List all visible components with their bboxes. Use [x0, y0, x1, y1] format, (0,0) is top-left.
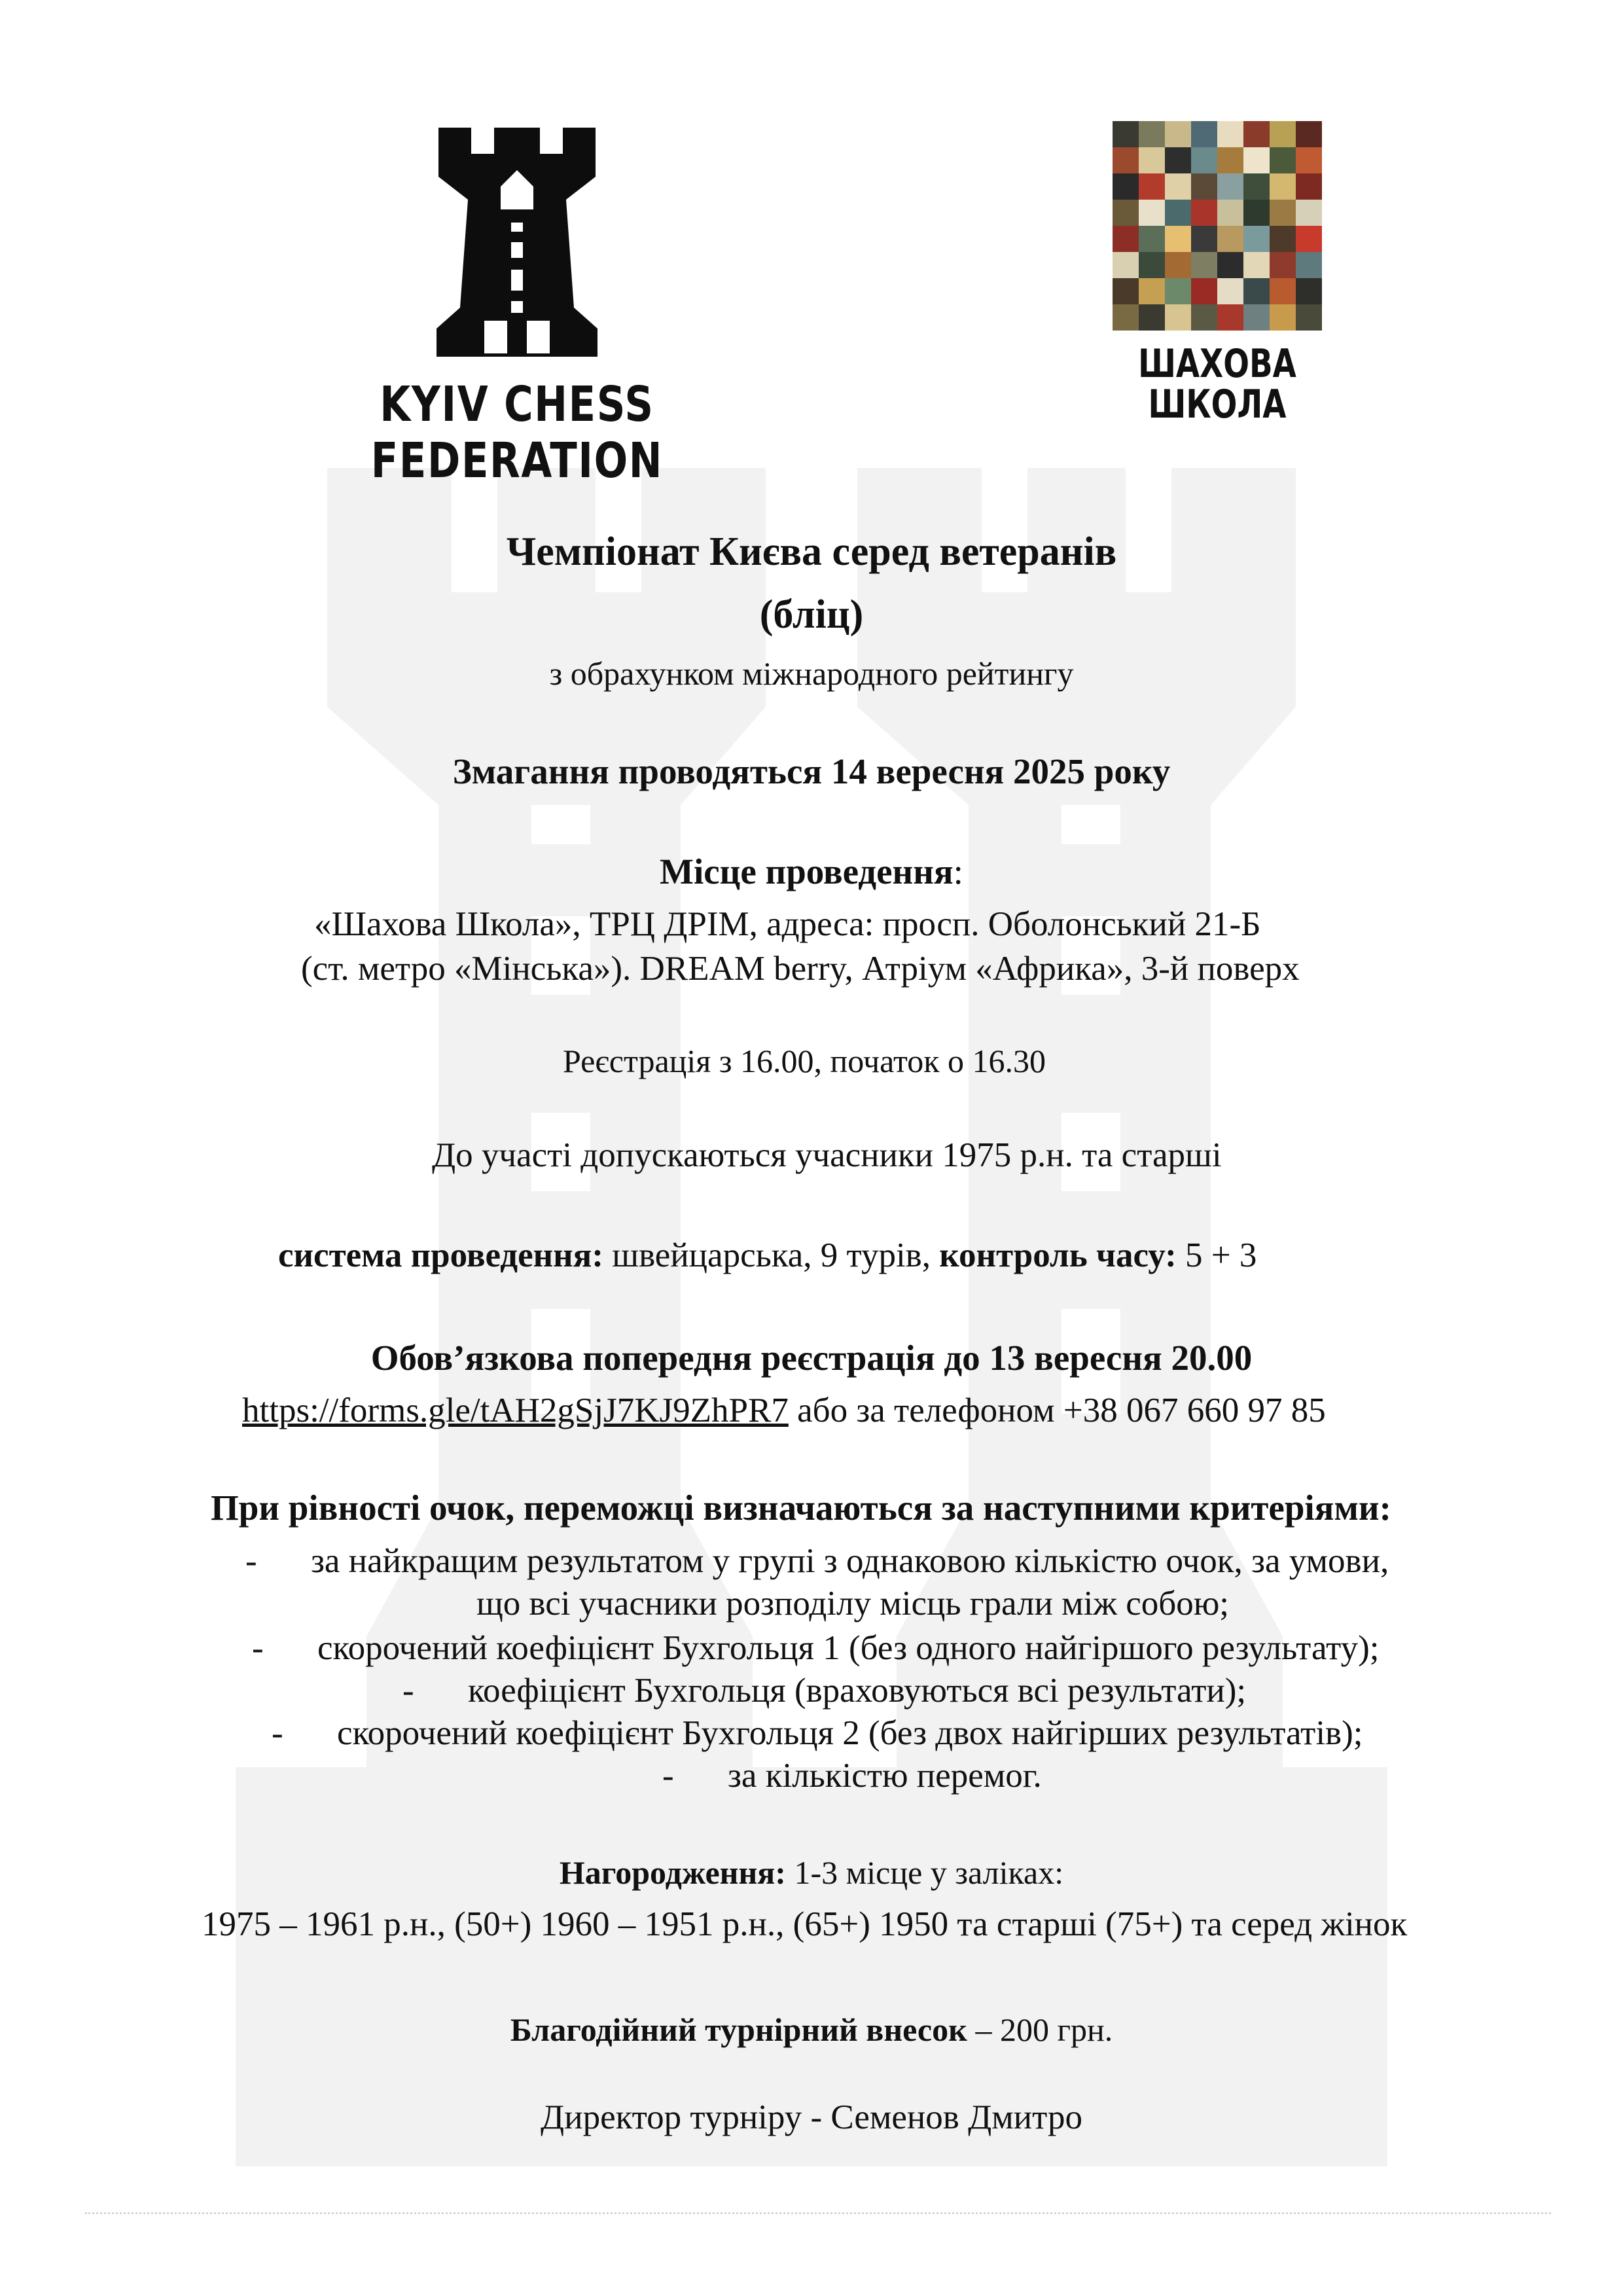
- venue-label: Місце проведення: [660, 852, 954, 891]
- tournament-system: [278, 1236, 1257, 1275]
- venue-colon: :: [953, 852, 963, 891]
- list-item: - за найкращим результатом у групі з однаковою кількістю очок, за умови,: [245, 1542, 1389, 1580]
- list-bullet: -: [245, 1542, 257, 1580]
- federation-name: KYIV CHESS FEDERATION: [370, 376, 664, 489]
- list-bullet: -: [272, 1714, 283, 1752]
- time-control-value: 5 + 3: [1176, 1236, 1257, 1274]
- title-line2: (бліц): [759, 592, 864, 637]
- list-item: - за кількістю перемог.: [662, 1757, 1042, 1795]
- list-bullet: -: [662, 1757, 674, 1795]
- eligibility: До участі допускаються учасники 1975 р.н. та старші: [432, 1136, 1222, 1174]
- venue-heading: [0, 851, 1623, 892]
- system-value: швейцарська, 9 турів,: [603, 1236, 940, 1274]
- list-item: - скорочений коефіцієнт Бухгольця 2 (без двох найгірших результатів);: [272, 1714, 1363, 1752]
- title-subtitle: з обрахунком міжнародного рейтингу: [549, 655, 1074, 692]
- list-item: - скорочений коефіцієнт Бухгольця 1 (без одного найгіршого результату);: [252, 1629, 1380, 1667]
- venue-line2: (ст. метро «Мінська»). DREAM berry, Атріум «Африка», 3-й поверх: [301, 950, 1300, 988]
- awards-label: Нагородження:: [559, 1854, 786, 1891]
- list-item: - коефіцієнт Бухгольця (враховуються всі результати);: [402, 1672, 1247, 1710]
- fee-value: – 200 грн.: [967, 2011, 1113, 2048]
- time-control-label: контроль часу:: [939, 1236, 1177, 1274]
- awards-heading: [0, 1854, 1623, 1892]
- title-line1: Чемпіонат Києва серед ветеранів: [506, 529, 1117, 574]
- prereg-contact: [242, 1391, 1326, 1430]
- registration-form-link[interactable]: https://forms.gle/tAH2gSjJ7KJ9ZhPR7: [242, 1391, 789, 1429]
- venue-line1: «Шахова Школа», ТРЦ ДРІМ, адреса: просп. Оболонський 21-Б: [314, 905, 1261, 943]
- prereg-heading: Обов’язкова попередня реєстрація до 13 вересня 20.00: [370, 1338, 1253, 1378]
- list-item-continuation: що всі учасники розподілу місць грали між собою;: [476, 1585, 1230, 1623]
- list-bullet: -: [252, 1629, 264, 1667]
- fee-label: Благодійний турнірний внесок: [510, 2011, 967, 2048]
- awards-categories: 1975 – 1961 р.н., (50+) 1960 – 1951 р.н., (65+) 1950 та старші (75+) та серед жінок: [202, 1905, 1408, 1943]
- tournament-director: Директор турніру - Семенов Дмитро: [541, 2098, 1082, 2136]
- school-name-line1: ШАХОВА: [1138, 341, 1296, 387]
- tiebreak-heading: При рівності очок, переможці визначаються за наступними критеріями:: [211, 1488, 1391, 1528]
- registration-time: Реєстрація з 16.00, початок о 16.30: [563, 1043, 1046, 1079]
- date-line: Змагання проводяться 14 вересня 2025 року: [452, 751, 1171, 791]
- system-label: система проведення:: [278, 1236, 604, 1274]
- school-name-line2: ШКОЛА: [1148, 382, 1287, 427]
- awards-value: 1-3 місце у заліках:: [785, 1854, 1064, 1891]
- fee-line: [0, 2011, 1623, 2049]
- list-bullet: -: [402, 1672, 414, 1710]
- phone-text: або за телефоном +38 067 660 97 85: [788, 1391, 1326, 1429]
